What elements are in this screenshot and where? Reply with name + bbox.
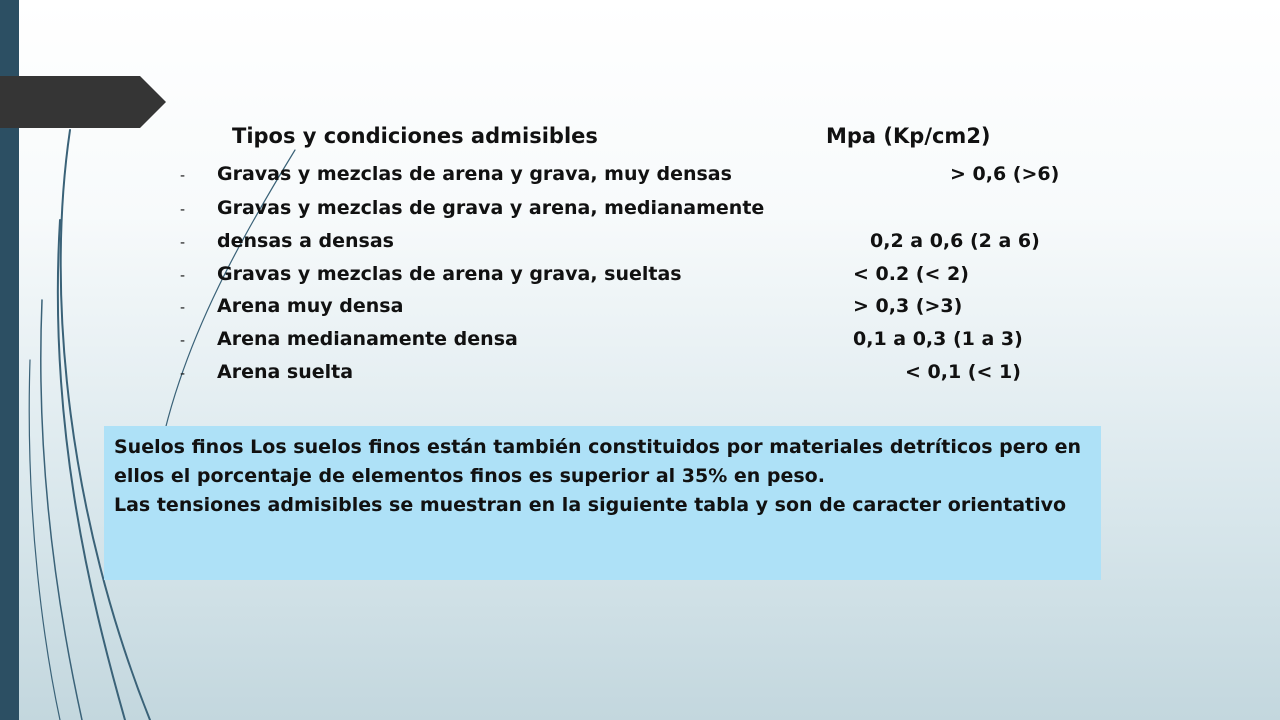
list-item-value: < 0,1 (< 1) (905, 361, 1021, 383)
bullet-dash: - (180, 168, 186, 184)
list-item-label: Arena muy densa (217, 295, 404, 317)
info-paragraph: Suelos finos Los suelos finos están también constituidos por materiales detríticos pero en ellos el porcentaje de elementos finos es superior al 35% en peso. (114, 436, 1082, 487)
info-paragraph: Las tensiones admisibles se muestran en la siguiente tabla y son de caracter orientativo (114, 494, 1067, 516)
list-item-label: Gravas y mezclas de arena y grava, muy densas (217, 163, 732, 185)
bullet-dash: - (180, 333, 186, 349)
list-item-value: 0,1 a 0,3 (1 a 3) (853, 328, 1023, 350)
bullet-dash: - (180, 202, 186, 218)
list-item-label: Gravas y mezclas de arena y grava, sueltas (217, 263, 682, 285)
list-item-label: Arena suelta (217, 361, 354, 383)
bullet-dash: - (180, 300, 186, 316)
list-item-value: 0,2 a 0,6 (2 a 6) (870, 230, 1040, 252)
title-tab-shape (0, 76, 166, 128)
list-item-value: > 0,6 (>6) (950, 163, 1060, 185)
info-box (104, 426, 1101, 580)
bullet-dash: - (180, 268, 186, 284)
bullet-dash: - (180, 366, 186, 382)
list-item-value: < 0.2 (< 2) (853, 263, 969, 285)
title-unit: Mpa (Kp/cm2) (826, 124, 991, 148)
list-item-label: densas a densas (217, 230, 394, 252)
list-item-value: > 0,3 (>3) (853, 295, 963, 317)
bullet-dash: - (180, 235, 186, 251)
list-item-label: Gravas y mezclas de grava y arena, medianamente (217, 197, 765, 219)
list-item-label: Arena medianamente densa (217, 328, 518, 350)
title-heading: Tipos y condiciones admisibles (232, 124, 598, 148)
